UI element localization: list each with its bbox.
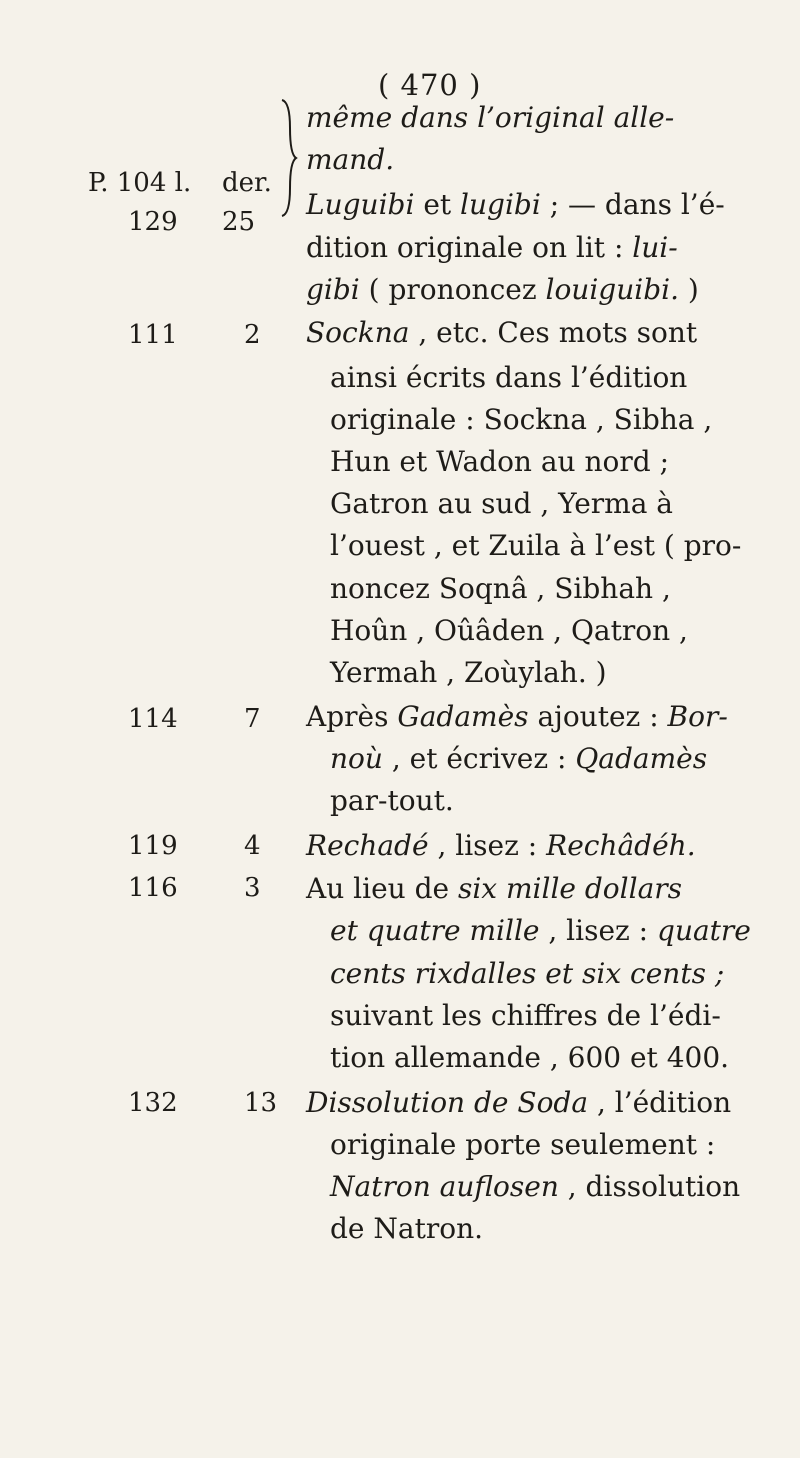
text-line (306, 871, 682, 907)
text-run: Luguibi (306, 188, 415, 221)
text-line (330, 571, 671, 607)
text-line (306, 100, 674, 136)
text-line (306, 187, 725, 223)
text-run: Hoûn , Oûâden , Qatron , (330, 614, 688, 647)
page-ref: P. 104 l. (88, 168, 192, 198)
text-run: même dans l’original alle- (306, 101, 675, 134)
text-line (330, 1211, 483, 1247)
line-ref: 25 (222, 207, 256, 237)
text-run: Rechadé (306, 829, 429, 862)
text-run: et quatre mille (330, 914, 540, 947)
text-line (330, 1127, 715, 1163)
text-run: , etc. Ces mots sont (409, 316, 698, 349)
line-ref: 7 (244, 704, 261, 734)
line-ref: 4 (244, 831, 261, 861)
line-ref: 2 (244, 320, 261, 350)
text-line (306, 142, 394, 178)
text-run: et (414, 188, 461, 221)
text-run: , dissolution (558, 1170, 741, 1203)
text-line (330, 1040, 729, 1076)
text-run: noù (330, 742, 383, 775)
page-ref: 111 (128, 320, 178, 350)
text-line (330, 655, 607, 691)
text-run: Sockna (306, 316, 410, 349)
text-run: cents rixdalles et six cents ; (330, 957, 725, 990)
text-line (330, 956, 724, 992)
text-run: originale : Sockna , Sibha , (330, 403, 713, 436)
text-run: lugibi (460, 188, 541, 221)
text-run: ( prononcez (359, 273, 546, 306)
text-run: gibi (306, 273, 360, 306)
text-run: Hun et Wadon au nord ; (330, 445, 670, 478)
text-run: Natron auflosen (330, 1170, 559, 1203)
text-line (306, 230, 678, 266)
text-line (330, 913, 751, 949)
text-line (330, 402, 712, 438)
text-line (306, 272, 699, 308)
page-ref: 132 (128, 1088, 178, 1118)
text-run: Qadamès (575, 742, 708, 775)
text-line (330, 1169, 740, 1205)
text-line (306, 1085, 731, 1121)
text-run: tion allemande , 600 et 400. (330, 1041, 730, 1074)
line-ref: der. (222, 168, 272, 198)
text-line (330, 783, 454, 819)
text-run: quatre (657, 914, 751, 947)
text-line (330, 998, 721, 1034)
text-run: par-tout. (330, 784, 454, 817)
text-run: lui- (632, 231, 678, 264)
text-run: ajoutez : (528, 700, 668, 733)
text-run: Dissolution de Soda (306, 1086, 589, 1119)
text-line (306, 828, 696, 864)
text-run: de Natron. (330, 1212, 484, 1245)
text-line (306, 699, 728, 735)
text-run: Gadamès (397, 700, 529, 733)
text-run: , lisez : (539, 914, 658, 947)
page-ref: 116 (128, 873, 178, 903)
text-line (330, 444, 669, 480)
text-run: ) (678, 273, 699, 306)
text-run: noncez Soqnâ , Sibhah , (330, 572, 671, 605)
text-run: Yermah , Zoùylah. ) (330, 656, 607, 689)
brace-mark (278, 98, 298, 218)
text-run: Au lieu de (306, 872, 458, 905)
text-run: Rechâdéh. (546, 829, 696, 862)
text-run: , et écrivez : (382, 742, 576, 775)
text-run: l’ouest , et Zuila à l’est ( pro- (330, 529, 742, 562)
line-ref: 13 (244, 1088, 278, 1118)
text-run: Après (306, 700, 398, 733)
text-line (330, 360, 687, 396)
text-line (330, 613, 688, 649)
text-run: suivant les chiffres de l’édi- (330, 999, 721, 1032)
text-run: , l’édition (588, 1086, 732, 1119)
text-line (330, 486, 673, 522)
text-run: louiguibi. (545, 273, 679, 306)
text-run: originale porte seulement : (330, 1128, 716, 1161)
text-run: , lisez : (428, 829, 547, 862)
page-ref: 114 (128, 704, 178, 734)
text-run: dition originale on lit : (306, 231, 633, 264)
page-number-header: ( 470 ) (378, 68, 482, 102)
line-ref: 3 (244, 873, 261, 903)
text-run: mand. (306, 143, 395, 176)
text-run: ; — dans l’é- (540, 188, 725, 221)
text-run: Bor- (667, 700, 728, 733)
page-ref: 119 (128, 831, 178, 861)
text-run: six mille dollars (457, 872, 683, 905)
text-line (306, 315, 697, 351)
text-line (330, 741, 707, 777)
page-ref: 129 (128, 207, 178, 237)
text-run: Gatron au sud , Yerma à (330, 487, 673, 520)
text-run: ainsi écrits dans l’édition (330, 361, 688, 394)
text-line (330, 528, 741, 564)
